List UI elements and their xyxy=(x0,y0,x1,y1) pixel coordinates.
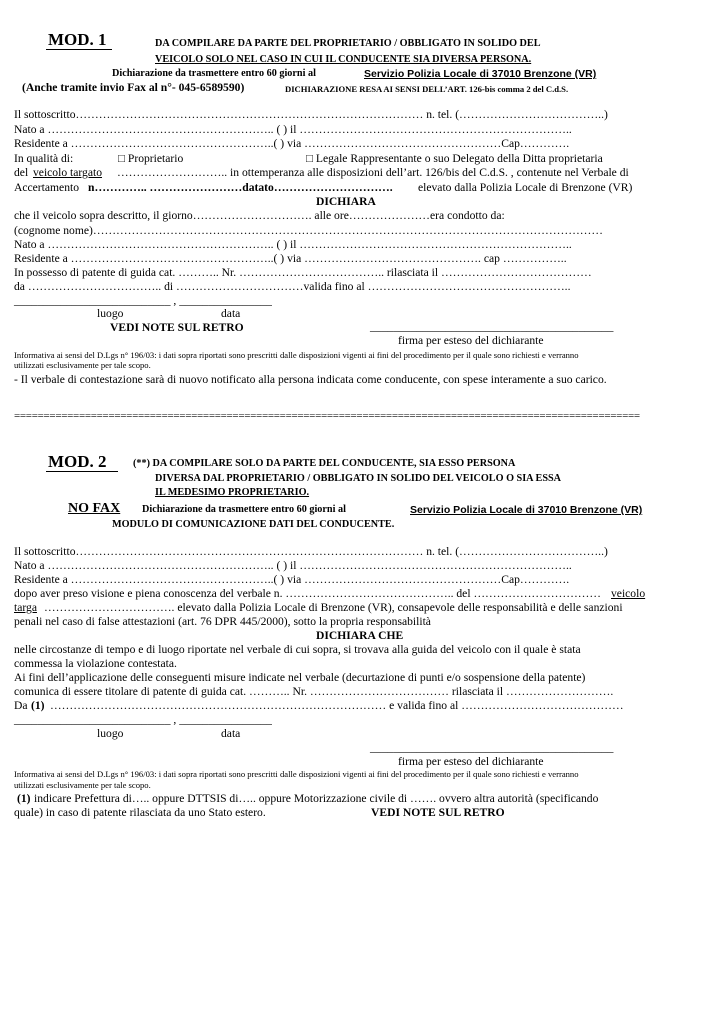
mod2-responsibility-line: penali nel caso di false attestazioni (art. 76 DPR 445/2000), sotto la propria responsabilità xyxy=(14,615,431,628)
mod1-label-underline xyxy=(46,49,112,50)
mod1-issued-by: elevato dalla Polizia Locale di Brenzone (VR) xyxy=(418,181,633,194)
mod2-plate-label: targa xyxy=(14,601,37,614)
mod1-signature-line: __________________________________________ xyxy=(370,320,614,333)
mod2-service-name: Servizio Polizia Locale di 37010 Brenzone (VR) xyxy=(410,504,643,516)
mod1-fax-note: (Anche tramite invio Fax al n°- 045-6589590) xyxy=(22,81,245,94)
mod1-place-label: luogo xyxy=(97,307,124,320)
mod2-privacy-line1: Informativa ai sensi del D.Lgs n° 196/03: i dati sopra riportati sono prescritti dalle disposizioni vigenti ai fini del procedimento per il quale sono richiesti e verranno xyxy=(14,769,579,779)
mod2-heading-line1: (**) DA COMPILARE SOLO DA PARTE DEL CONDUCENTE, SIA ESSO PERSONA xyxy=(133,458,516,469)
mod2-issuer-prefix: Da xyxy=(14,699,28,712)
mod1-declaration-deadline: Dichiarazione da trasmettere entro 60 giorni al xyxy=(112,68,316,79)
mod2-place-date-line: ___________________________ , ________________ xyxy=(14,713,272,726)
mod2-footnote-line2: quale) in caso di patente rilasciata da uno Stato estero. xyxy=(14,806,266,819)
mod2-no-fax: NO FAX xyxy=(68,501,121,516)
mod2-declaration-deadline: Dichiarazione da trasmettere entro 60 giorni al xyxy=(142,504,346,515)
mod2-issuer-line: …………………………………………………………………………… e valida fino al …………………………………… xyxy=(50,699,624,712)
mod2-circumstance-line1: nelle circostanze di tempo e di luogo riportate nel verbale di cui sopra, si trovava alla guida del veicolo con il quale è stata xyxy=(14,643,581,656)
mod2-place-label: luogo xyxy=(97,727,124,740)
mod1-privacy-line1: Informativa ai sensi del D.Lgs n° 196/03: i dati sopra riportati sono prescritti dalle disposizioni vigenti ai fini del procedimento per il quale sono richiesti e verranno xyxy=(14,350,579,360)
mod2-label-underline xyxy=(46,471,118,472)
mod1-legal-rep-checkbox[interactable]: □ Legale Rappresentante o suo Delegato della Ditta proprietaria xyxy=(306,152,603,165)
mod1-driver-name-line: (cognome nome)…………………………………………………………………………………………………………………… xyxy=(14,224,603,237)
mod2-signature-line: __________________________________________ xyxy=(370,741,614,754)
mod1-label: MOD. 1 xyxy=(48,30,107,49)
mod1-heading-line2: VEICOLO SOLO NEL CASO IN CUI IL CONDUCENTE SIA DIVERSA PERSONA. xyxy=(155,54,532,65)
mod2-residence-line: Residente a ……………………………………………..( ) via ……………………………………………Cap…………. xyxy=(14,573,570,586)
mod1-signature-label: firma per esteso del dichiarante xyxy=(398,334,544,347)
mod1-date-label: data xyxy=(221,307,241,320)
mod1-residence-line: Residente a ……………………………………………..( ) via ……………………………………………Cap…………. xyxy=(14,137,570,150)
mod1-vehicle-driven-line: che il veicolo sopra descritto, il giorno…………………………. alle ore…………………era condotto da: xyxy=(14,209,505,222)
mod2-signature-label: firma per esteso del dichiarante xyxy=(398,755,544,768)
mod1-assessment-label: Accertamento xyxy=(14,181,80,194)
mod1-driver-birth-line: Nato a ………………………………………………….. ( ) il …………………………………………………………….. xyxy=(14,238,572,251)
mod1-vehicle-plate-label: veicolo targato xyxy=(33,166,103,179)
mod2-birth-line: Nato a ………………………………………………….. ( ) il …………………………………………………………….. xyxy=(14,559,572,572)
mod1-report-number-date: n………….. ……………………datato…………………………. xyxy=(88,181,393,194)
mod1-birth-line: Nato a ………………………………………………….. ( ) il …………………………………………………………….. xyxy=(14,123,572,136)
mod2-privacy-line2: utilizzati esclusivamente per tale scopo. xyxy=(14,780,151,790)
mod1-see-notes: VEDI NOTE SUL RETRO xyxy=(110,321,244,334)
mod2-date-label: data xyxy=(221,727,241,740)
mod2-undersigned-line: Il sottoscritto……………………………………………………………………………… n. tel. (………………………………..) xyxy=(14,545,608,558)
mod2-dichiara-heading: DICHIARA CHE xyxy=(316,629,404,642)
mod2-report-line: dopo aver preso visione e piena conoscenza del verbale n. …………………………………….. del …………………………… xyxy=(14,587,601,600)
mod2-circumstance-line2: commessa la violazione contestata. xyxy=(14,657,177,670)
mod2-measures-line: Ai fini dell’applicazione delle conseguenti misure indicate nel verbale (decurtazione di punti e/o sospensione della patente) xyxy=(14,671,586,684)
mod2-footnote-ref: (1) xyxy=(17,792,31,805)
mod2-module-title: MODULO DI COMUNICAZIONE DATI DEL CONDUCENTE. xyxy=(112,519,395,530)
mod1-place-date-line: ___________________________ , ________________ xyxy=(14,294,272,307)
mod1-dichiara-heading: DICHIARA xyxy=(316,195,376,208)
mod2-heading-line2: DIVERSA DAL PROPRIETARIO / OBBLIGATO IN SOLIDO DEL VEICOLO O SIA ESSA xyxy=(155,473,562,484)
mod1-owner-checkbox[interactable]: □ Proprietario xyxy=(118,152,184,165)
section-separator: ========================================================================================================== xyxy=(14,410,640,422)
mod1-privacy-line2: utilizzati esclusivamente per tale scopo. xyxy=(14,360,151,370)
mod1-license-issuer-line: da …………………………….. di ……………………………valida fino al …………………………………………….. xyxy=(14,280,571,293)
mod1-license-line: In possesso di patente di guida cat. ……….. Nr. ……………………………….. rilasciata il ………………………………… xyxy=(14,266,592,279)
mod2-plate-line: ……………………………. elevato dalla Polizia Locale di Brenzone (VR), consapevole delle responsabilità e delle sanzioni xyxy=(44,601,623,614)
mod1-vehicle-line: ……………………….. in ottemperanza alle disposizioni dell’art. 126/bis del C.d.S. , contenute nel Verbale di xyxy=(117,166,629,179)
mod2-footnote-line1: indicare Prefettura di….. oppure DTTSIS di….. oppure Motorizzazione civile di ……. ovvero altra autorità (specificando xyxy=(34,792,599,805)
mod1-driver-residence-line: Residente a ……………………………………………..( ) via ………………………………………. cap …………….. xyxy=(14,252,567,265)
mod1-article-note: DICHIARAZIONE RESA AI SENSI DELL’ART. 126-bis comma 2 del C.d.S. xyxy=(285,84,569,94)
mod2-heading-line3: IL MEDESIMO PROPRIETARIO. xyxy=(155,487,310,498)
mod1-renotify-note: - Il verbale di contestazione sarà di nuovo notificato alla persona indicata come conducente, con spese interamente a suo carico. xyxy=(14,373,607,386)
mod1-heading-line1: DA COMPILARE DA PARTE DEL PROPRIETARIO / OBBLIGATO IN SOLIDO DEL xyxy=(155,38,541,49)
mod1-capacity-label: In qualità di: xyxy=(14,152,74,165)
mod1-vehicle-prefix: del xyxy=(14,166,29,179)
mod2-label: MOD. 2 xyxy=(48,452,107,471)
mod1-undersigned-line: Il sottoscritto……………………………………………………………………………… n. tel. (………………………………..) xyxy=(14,108,608,121)
mod2-license-line: comunica di essere titolare di patente di guida cat. ……….. Nr. ……………………………… rilasciata il ………………………. xyxy=(14,685,614,698)
mod2-see-notes: VEDI NOTE SUL RETRO xyxy=(371,806,505,819)
mod1-service-name: Servizio Polizia Locale di 37010 Brenzone (VR) xyxy=(364,68,597,80)
mod2-issuer-footnote-ref: (1) xyxy=(31,699,45,712)
mod2-vehicle-label: veicolo xyxy=(611,587,646,600)
